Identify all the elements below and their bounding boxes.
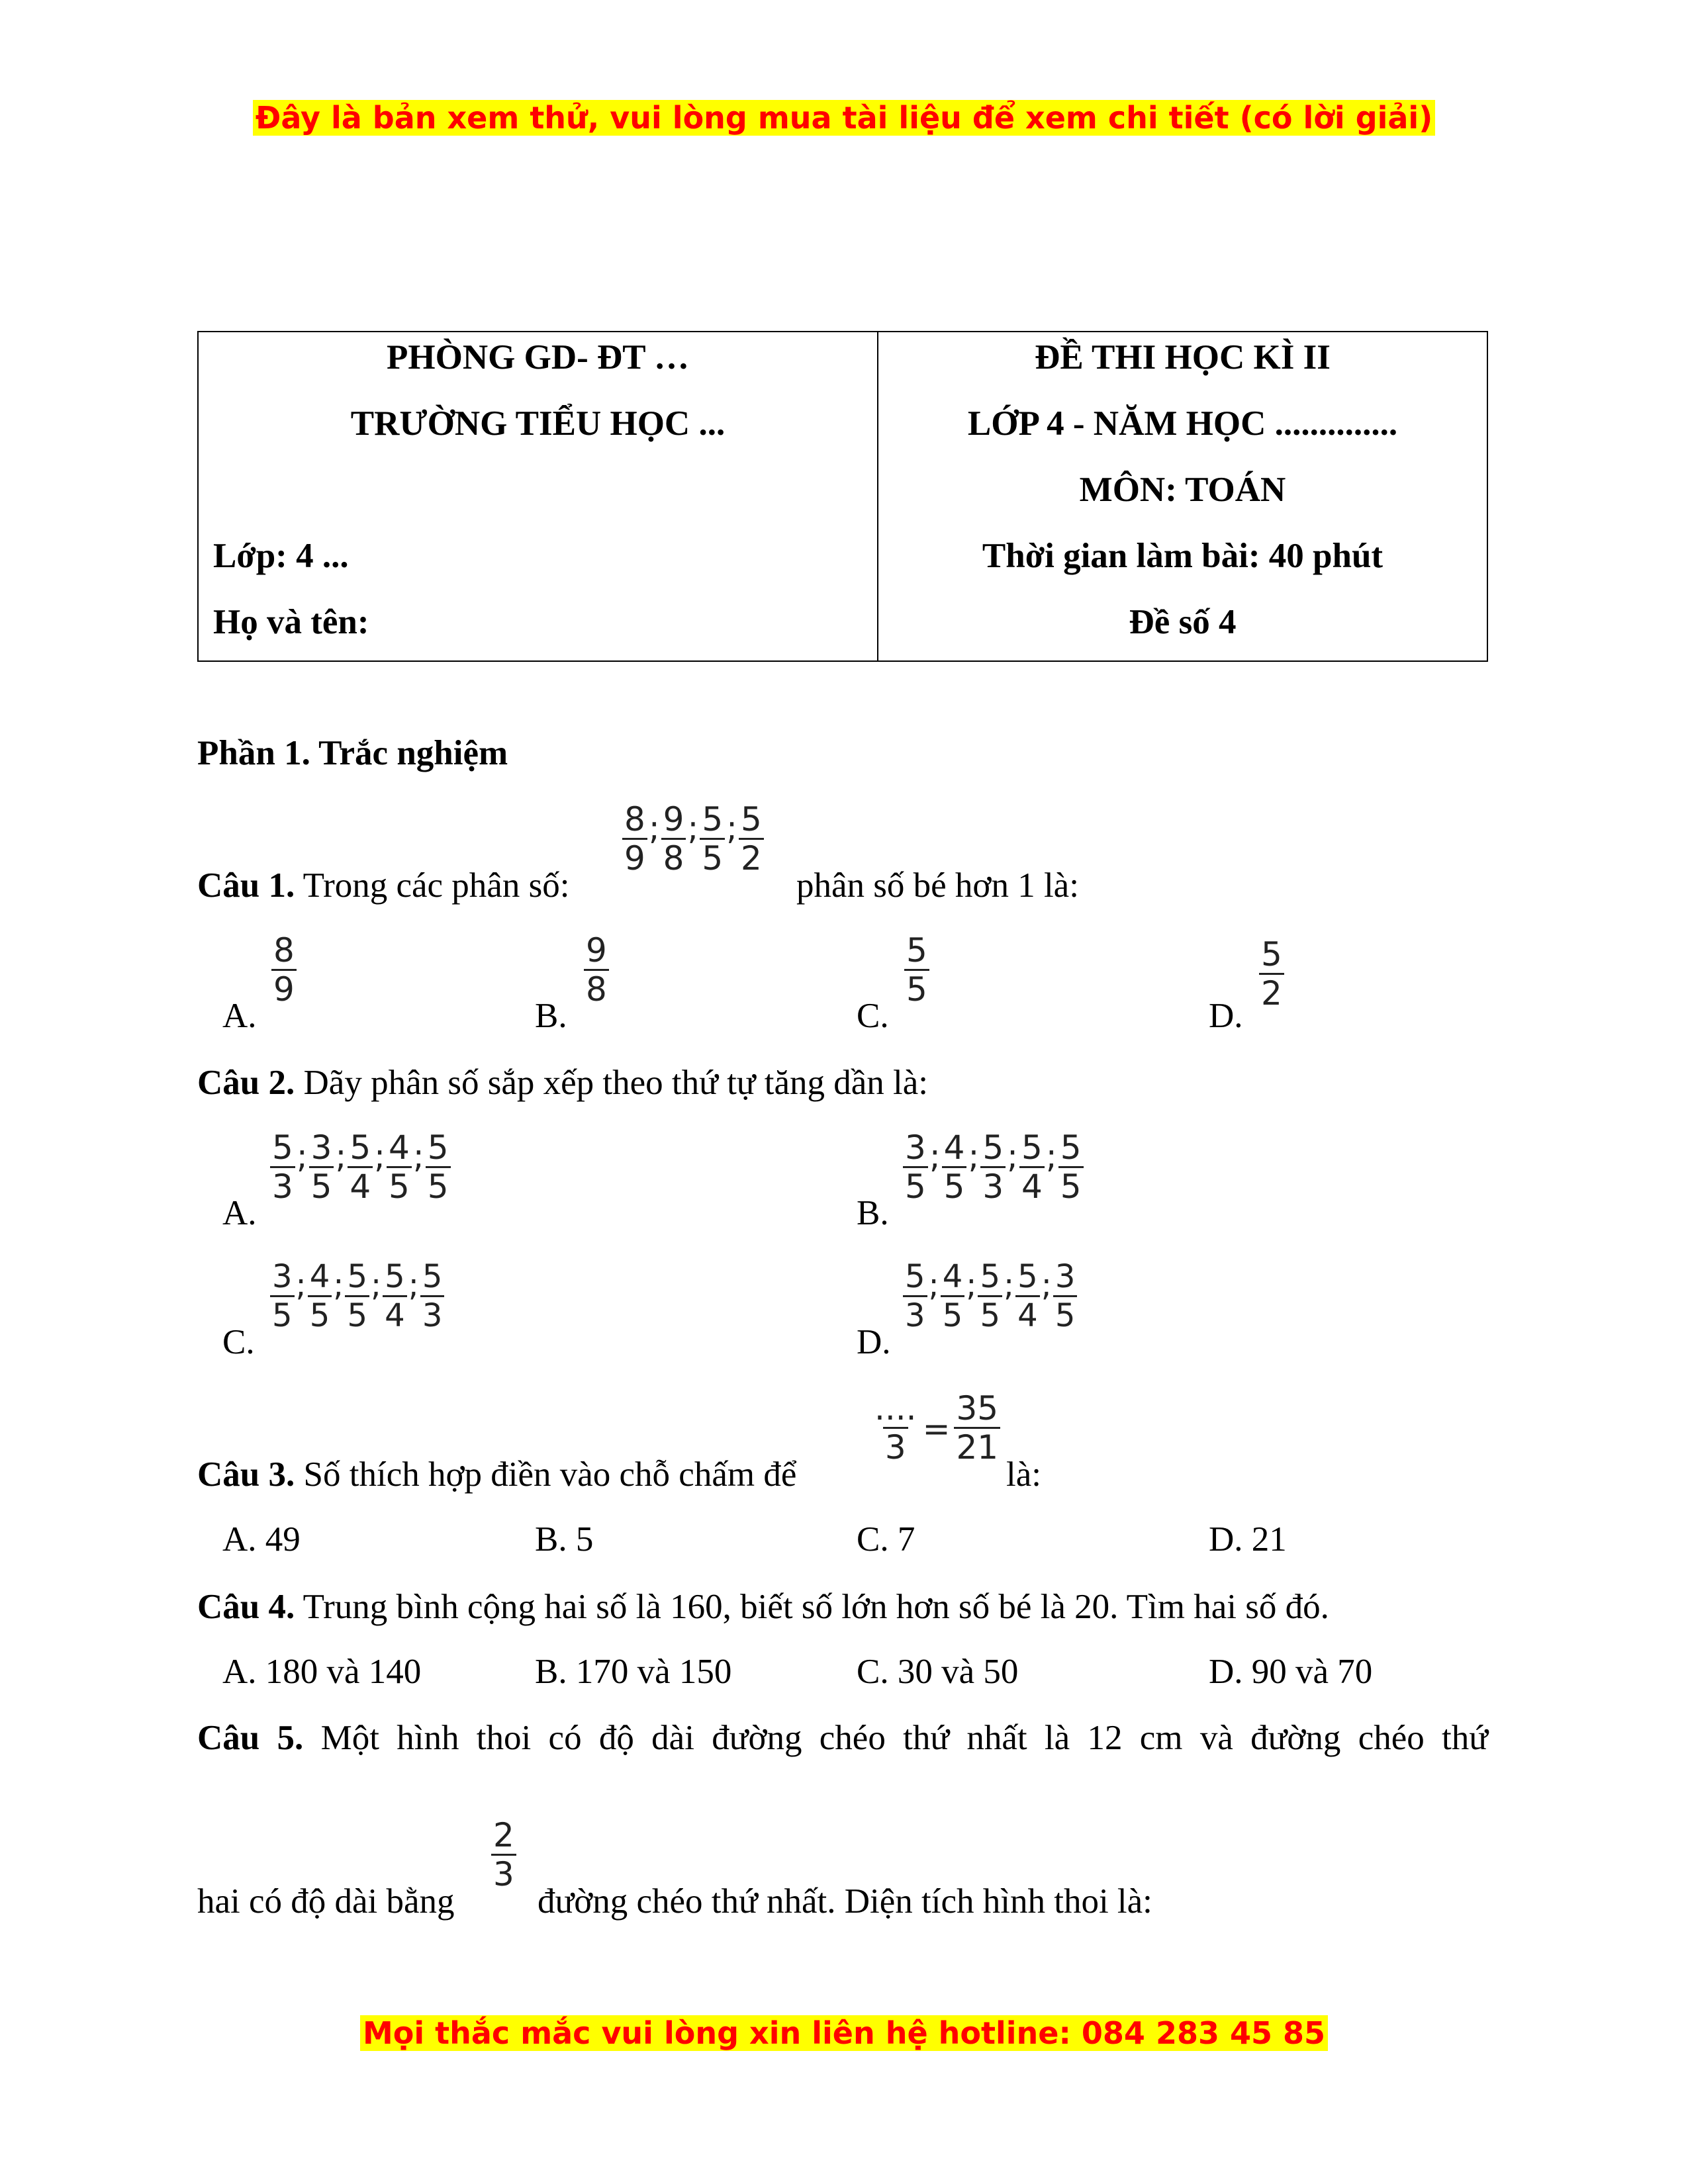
question-5-line2-continued: đường chéo thứ nhất. Diện tích hình thoi là: — [538, 1882, 1152, 1921]
q2-option-a[interactable]: $\frac{5}{3}$ ; $\frac{3}{5}$ ; $\frac{5}{4}$ ; $\frac{4}{5}$ ; $\frac{5}{5}$ — [270, 1129, 451, 1205]
header-right-cell — [878, 332, 1487, 661]
q4-option-d[interactable]: D. 90 và 70 — [1209, 1653, 1373, 1691]
exam-title: ĐỀ THI HỌC KÌ II — [1035, 338, 1331, 377]
fraction — [1259, 936, 1284, 1012]
fraction — [345, 1258, 369, 1334]
denominator: 5 — [309, 1166, 334, 1205]
numerator: 3 — [310, 1128, 332, 1167]
numerator: 5 — [1017, 1258, 1038, 1295]
numerator: 5 — [385, 1258, 405, 1295]
header-left-cell — [198, 332, 878, 661]
q1-option-d[interactable] — [1259, 936, 1284, 1012]
time-limit: Thời gian làm bài: 40 phút — [982, 537, 1383, 575]
question-text: Dãy phân số sắp xếp theo thứ tự tăng dần là: — [303, 1064, 929, 1102]
denominator: 3 — [903, 1295, 927, 1334]
school-name: TRƯỜNG TIỂU HỌC ... — [350, 404, 726, 443]
question-1 — [197, 866, 569, 905]
fraction — [1015, 1258, 1040, 1334]
fraction — [383, 1258, 407, 1334]
question-text: Một hình thoi có độ dài đường chéo thứ nhất là 12 cm và đường chéo thứ — [320, 1719, 1489, 1757]
fraction — [978, 1258, 1002, 1334]
numerator: 5 — [982, 1128, 1004, 1167]
fraction — [904, 932, 929, 1008]
question-2 — [197, 1063, 928, 1103]
section-title: Phần 1. Trắc nghiệm — [197, 734, 508, 772]
subject: MÔN: TOÁN — [1079, 471, 1286, 509]
equals-sign: = — [922, 1410, 951, 1448]
question-text: Trong các phân số: — [303, 866, 570, 905]
fraction — [942, 1129, 967, 1205]
q2-option-b[interactable]: $\frac{3}{5}$ ; $\frac{4}{5}$ ; $\frac{5}{3}$ ; $\frac{5}{4}$ ; $\frac{5}{5}$ — [903, 1129, 1084, 1205]
question-text: Số thích hợp điền vào chỗ chấm để — [303, 1455, 797, 1494]
question-label: Câu 2. — [197, 1064, 295, 1102]
fraction — [622, 801, 647, 877]
grade-year: LỚP 4 - NĂM HỌC .............. — [967, 404, 1398, 443]
denominator: 4 — [348, 1166, 373, 1205]
fraction — [941, 1258, 965, 1334]
numerator: 4 — [942, 1258, 963, 1295]
fraction — [271, 932, 297, 1008]
numerator: 2 — [493, 1816, 514, 1854]
numerator: 5 — [1021, 1128, 1043, 1167]
fraction — [739, 801, 764, 877]
preview-banner-text: Đây là bản xem thử, vui lòng mua tài liệu để xem chi tiết (có lời giải) — [253, 100, 1435, 136]
q2-option-b-letter: B. — [857, 1194, 889, 1232]
numerator: 5 — [1261, 935, 1282, 974]
denominator: 9 — [622, 838, 647, 877]
hotline-banner — [0, 2013, 1688, 2053]
denominator: 5 — [700, 838, 725, 877]
denominator: 3 — [491, 1854, 516, 1893]
numerator: 5 — [980, 1258, 1000, 1295]
blank-numerator: .... — [874, 1389, 917, 1428]
numerator: 4 — [389, 1128, 410, 1167]
hotline-banner-text: Mọi thắc mắc vui lòng xin liên hệ hotline: 084 283 45 85 — [360, 2015, 1328, 2051]
denominator: 4 — [1015, 1295, 1040, 1334]
q5-fraction — [491, 1817, 516, 1893]
q3-option-a[interactable]: A. 49 — [222, 1520, 301, 1559]
q4-option-a[interactable]: A. 180 và 140 — [222, 1653, 422, 1691]
denominator: 5 — [387, 1166, 412, 1205]
question-text: Trung bình cộng hai số là 160, biết số lớn hơn số bé là 20. Tìm hai số đó. — [303, 1588, 1329, 1626]
q3-equation — [872, 1390, 1000, 1466]
numerator: 5 — [427, 1128, 449, 1167]
numerator: 35 — [956, 1389, 999, 1428]
question-label: Câu 5. — [197, 1719, 304, 1757]
denominator: 9 — [271, 969, 297, 1008]
denominator: 3 — [883, 1427, 908, 1466]
exam-header-table — [197, 331, 1488, 662]
numerator: 5 — [906, 931, 927, 970]
fraction — [348, 1129, 373, 1205]
fraction — [420, 1258, 445, 1334]
numerator: 5 — [702, 800, 724, 839]
denominator: 5 — [345, 1295, 369, 1334]
denominator: 2 — [1259, 973, 1284, 1012]
numerator: 3 — [905, 1128, 926, 1167]
fraction — [1019, 1129, 1045, 1205]
fraction — [584, 932, 609, 1008]
numerator: 9 — [663, 800, 684, 839]
fraction — [387, 1129, 412, 1205]
q1-option-a-letter: A. — [222, 997, 257, 1035]
fraction — [872, 1390, 919, 1466]
numerator: 5 — [1060, 1128, 1082, 1167]
denominator: 5 — [1058, 1166, 1084, 1205]
numerator: 3 — [272, 1258, 293, 1295]
denominator: 5 — [904, 969, 929, 1008]
q1-option-a[interactable] — [271, 932, 297, 1008]
fraction — [270, 1129, 295, 1205]
numerator: 5 — [741, 800, 762, 839]
denominator: 3 — [270, 1166, 295, 1205]
q2-option-c-letter: C. — [222, 1323, 255, 1361]
q2-option-a-letter: A. — [222, 1194, 257, 1232]
denominator: 5 — [978, 1295, 1002, 1334]
fraction — [903, 1129, 928, 1205]
denominator: 8 — [661, 838, 686, 877]
q2-option-c[interactable]: $\frac{3}{5}$ ; $\frac{4}{5}$ ; $\frac{5}{5}$ ; $\frac{5}{4}$ ; $\frac{5}{3}$ — [270, 1258, 444, 1334]
numerator: 5 — [347, 1258, 367, 1295]
fraction — [308, 1258, 332, 1334]
question-3 — [197, 1455, 796, 1494]
numerator: 5 — [350, 1128, 371, 1167]
numerator: 5 — [905, 1258, 925, 1295]
q1-fraction-list: $\frac{8}{9}$ ; $\frac{9}{8}$ ; $\frac{5}{5}$ ; $\frac{5}{2}$ — [622, 801, 764, 877]
fraction — [903, 1258, 927, 1334]
question-text-continued: là: — [1006, 1455, 1041, 1494]
numerator: 8 — [273, 931, 295, 970]
q4-option-b[interactable]: B. 170 và 150 — [535, 1653, 732, 1691]
question-5-line2: hai có độ dài bằng — [197, 1882, 455, 1921]
q3-option-d[interactable]: D. 21 — [1209, 1520, 1287, 1559]
denominator: 5 — [1053, 1295, 1078, 1334]
q3-option-c[interactable]: C. 7 — [857, 1520, 915, 1559]
denominator: 4 — [1019, 1166, 1045, 1205]
fraction — [661, 801, 686, 877]
q2-option-d-letter: D. — [857, 1323, 891, 1361]
fraction — [491, 1817, 516, 1893]
denominator: 3 — [980, 1166, 1006, 1205]
fraction — [426, 1129, 451, 1205]
q1-option-b-letter: B. — [535, 997, 567, 1035]
question-4 — [197, 1587, 1329, 1627]
numerator: 4 — [943, 1128, 965, 1167]
denominator: 8 — [584, 969, 609, 1008]
numerator: 3 — [1055, 1258, 1076, 1295]
denominator: 5 — [941, 1295, 965, 1334]
fraction — [954, 1390, 1000, 1466]
q1-option-b[interactable] — [584, 932, 609, 1008]
question-label: Câu 4. — [197, 1588, 295, 1626]
denominator: 21 — [954, 1427, 1000, 1466]
question-text-continued: phân số bé hơn 1 là: — [796, 866, 1079, 905]
fraction — [980, 1129, 1006, 1205]
fraction — [1053, 1258, 1078, 1334]
q1-option-c[interactable] — [904, 932, 929, 1008]
dept-name: PHÒNG GD- ĐT … — [387, 338, 689, 377]
q2-option-d[interactable]: $\frac{5}{3}$ ; $\frac{4}{5}$ ; $\frac{5}{5}$ ; $\frac{5}{4}$ ; $\frac{3}{5}$ — [903, 1258, 1077, 1334]
q3-option-b[interactable]: B. 5 — [535, 1520, 594, 1559]
student-name-label: Họ và tên: — [213, 603, 369, 641]
question-label: Câu 3. — [197, 1455, 295, 1494]
fraction — [309, 1129, 334, 1205]
numerator: 5 — [422, 1258, 443, 1295]
denominator: 2 — [739, 838, 764, 877]
numerator: 9 — [586, 931, 607, 970]
fraction — [270, 1258, 295, 1334]
denominator: 5 — [270, 1295, 295, 1334]
exam-number: Đề số 4 — [1129, 603, 1237, 641]
numerator: 4 — [309, 1258, 330, 1295]
class-label: Lớp: 4 ... — [213, 537, 349, 575]
question-5 — [197, 1718, 1488, 1758]
denominator: 4 — [383, 1295, 407, 1334]
denominator: 3 — [420, 1295, 445, 1334]
numerator: 5 — [272, 1128, 293, 1167]
denominator: 5 — [426, 1166, 451, 1205]
q1-option-d-letter: D. — [1209, 997, 1243, 1035]
fraction — [1058, 1129, 1084, 1205]
denominator: 5 — [308, 1295, 332, 1334]
fraction — [700, 801, 725, 877]
q4-option-c[interactable]: C. 30 và 50 — [857, 1653, 1019, 1691]
preview-banner — [0, 98, 1688, 138]
denominator: 5 — [942, 1166, 967, 1205]
numerator: 8 — [624, 800, 645, 839]
q1-option-c-letter: C. — [857, 997, 889, 1035]
question-label: Câu 1. — [197, 866, 295, 905]
denominator: 5 — [903, 1166, 928, 1205]
